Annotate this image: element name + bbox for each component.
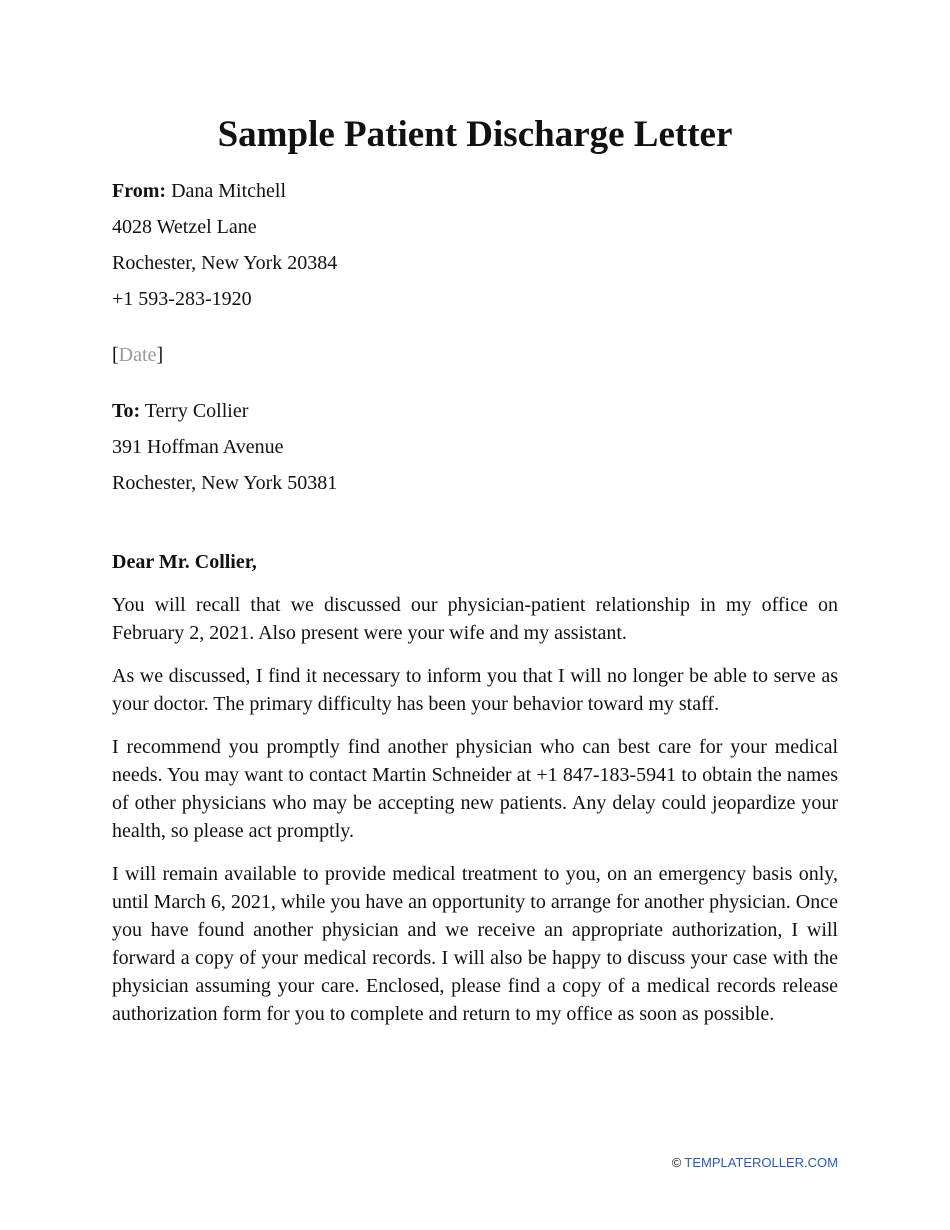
salutation: Dear Mr. Collier, [112,551,257,573]
recipient-city: Rochester, New York 50381 [112,472,338,494]
page-title: Sample Patient Discharge Letter [217,114,733,155]
recipient-street: 391 Hoffman Avenue [112,436,284,458]
date-placeholder: Date [118,344,157,366]
sender-phone: +1 593-283-1920 [112,288,252,310]
recipient-name: Terry Collier [144,400,249,422]
date-field [112,343,163,367]
body-paragraph-4: I will remain available to provide medical treatment to you, on an emergency basis only, until March 6, 2021, while you have an opportunity to arrange for another physician. Once you have found another physician and we receive an appropriate authorization, I will forward a copy of your medical records. I will also be happy to discuss your case with the physician assuming your care. Enclosed, please find a copy of a medical records release authorization form for you to complete and return to my office as soon as possible. [112,863,838,1025]
templateroller-link[interactable]: TEMPLATEROLLER.COM [684,1155,838,1170]
body-paragraph-2: As we discussed, I find it necessary to inform you that I will no longer be able to serve as your doctor. The primary difficulty has been your behavior toward my staff. [112,665,838,715]
sender-street: 4028 Wetzel Lane [112,216,257,238]
body-paragraph-1: You will recall that we discussed our physician-patient relationship in my office on February 2, 2021. Also present were your wife and my assistant. [112,594,838,644]
date-open-bracket: [ [112,344,119,366]
body-paragraph-3: I recommend you promptly find another physician who can best care for your medical needs. You may want to contact Martin Schneider at +1 847-183-5941 to obtain the names of other physicians who may be accepting new patients. Any delay could jeopardize your health, so please act promptly. [112,736,838,842]
sender-name: Dana Mitchell [171,180,287,202]
date-close-bracket: ] [156,344,164,366]
recipient-label: To: [112,400,141,422]
sender-label: From: [112,180,167,202]
footer-credit [672,1154,838,1172]
copyright-symbol: © [671,1155,682,1170]
sender-city: Rochester, New York 20384 [112,252,338,274]
recipient-name-line [112,399,248,423]
sender-name-line [112,179,286,203]
